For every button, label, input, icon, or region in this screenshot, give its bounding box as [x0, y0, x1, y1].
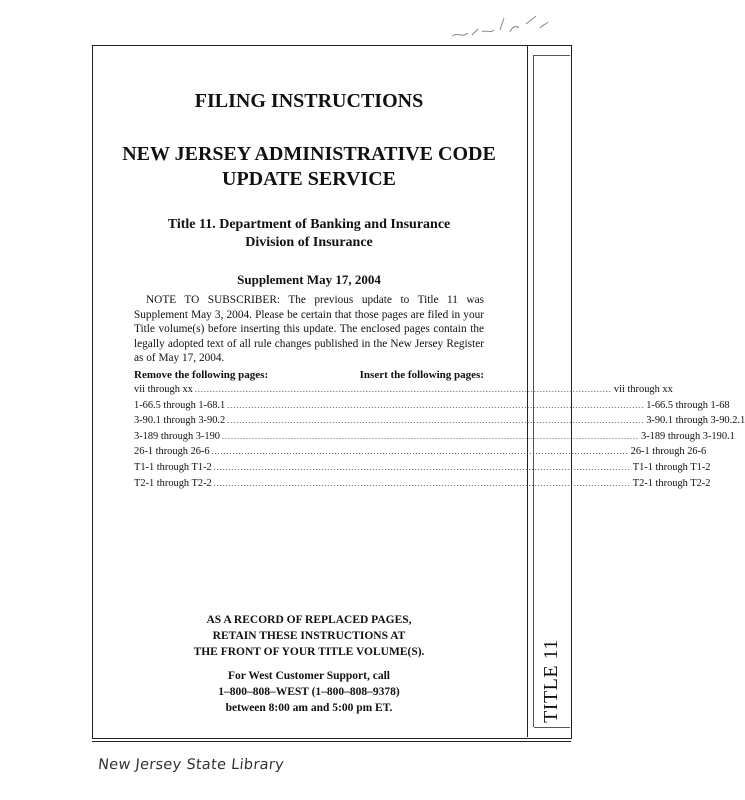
- table-row: [134, 446, 707, 462]
- table-row: [134, 461, 711, 478]
- table-row: [134, 415, 745, 431]
- code-title-line: NEW JERSEY ADMINISTRATIVE CODE: [122, 143, 496, 165]
- insert-cell: T2-1 through T2-2: [632, 477, 711, 489]
- dot-leader: ...........................................................................................................................................: [227, 400, 645, 410]
- remove-cell: T1-1 through T1-2: [134, 461, 212, 473]
- table-row: [134, 477, 711, 494]
- tab-top-rule: [534, 55, 570, 56]
- pages-header: [134, 369, 484, 381]
- code-title: [92, 142, 526, 192]
- library-stamp: New Jersey State Library: [97, 757, 285, 773]
- frame-bottom-rule: [92, 741, 571, 742]
- support-hours: between 8:00 am and 5:00 pm ET.: [225, 702, 393, 714]
- dot-leader: ...........................................................................................................................................: [213, 478, 631, 488]
- insert-cell: vii through xx: [613, 384, 673, 395]
- remove-cell: T2-1 through T2-2: [134, 477, 212, 489]
- tab-bottom-rule: [534, 727, 570, 728]
- record-line: AS A RECORD OF REPLACED PAGES,: [206, 614, 412, 626]
- table-row: [134, 399, 730, 416]
- tab-label: TITLE 11: [540, 639, 562, 723]
- page-title: FILING INSTRUCTIONS: [194, 90, 424, 112]
- table-row: [134, 384, 673, 400]
- remove-cell: 3-189 through 3-190: [134, 430, 221, 442]
- supplement-date: Supplement May 17, 2004: [237, 272, 381, 287]
- table-row: [134, 430, 735, 447]
- record-notice: [92, 612, 526, 660]
- remove-header: Remove the following pages:: [134, 369, 269, 381]
- title-line: Title 11. Department of Banking and Insurance: [167, 217, 451, 232]
- support-info: [92, 668, 526, 716]
- remove-cell: 1-66.5 through 1-68.1: [134, 399, 226, 411]
- remove-cell: vii through xx: [134, 384, 193, 395]
- support-phone: 1–800–808–WEST (1–800–808–9378): [218, 686, 400, 698]
- note-text: NOTE TO SUBSCRIBER: The previous update to Title 11 was Supplement May 3, 2004. Please be certain that those pages are filed in your Title volume(s) before inserting this update. The enclosed pages contain the legally adopted text of all rule changes published in the New Jersey Register as of May 17, 2004.: [134, 294, 484, 365]
- insert-cell: 26-1 through 26-6: [630, 446, 707, 458]
- remove-cell: 3-90.1 through 3-90.2: [134, 415, 226, 427]
- title-heading: [92, 216, 526, 252]
- dot-leader: ...........................................................................................................................................: [211, 447, 629, 457]
- dot-leader: ...........................................................................................................................................: [213, 462, 631, 472]
- title-line: Division of Insurance: [245, 235, 373, 250]
- pages-table: [134, 384, 745, 493]
- insert-cell: T1-1 through T1-2: [632, 461, 711, 473]
- insert-header: Insert the following pages:: [359, 369, 484, 381]
- record-line: RETAIN THESE INSTRUCTIONS AT: [212, 630, 406, 642]
- subscriber-note: [134, 293, 484, 366]
- handwritten-mark: [448, 14, 558, 44]
- dot-leader: ...........................................................................................................................................: [227, 416, 645, 426]
- insert-cell: 3-189 through 3-190.1: [641, 430, 735, 442]
- dot-leader: ...........................................................................................................................................: [222, 431, 640, 441]
- dot-leader: ...........................................................................................................................................: [194, 385, 612, 394]
- support-line: For West Customer Support, call: [228, 670, 390, 682]
- code-title-line: UPDATE SERVICE: [222, 168, 396, 190]
- remove-cell: 26-1 through 26-6: [134, 446, 210, 458]
- insert-cell: 1-66.5 through 1-68: [646, 399, 730, 411]
- insert-cell: 3-90.1 through 3-90.2.1: [646, 415, 745, 427]
- record-line: THE FRONT OF YOUR TITLE VOLUME(S).: [193, 646, 425, 658]
